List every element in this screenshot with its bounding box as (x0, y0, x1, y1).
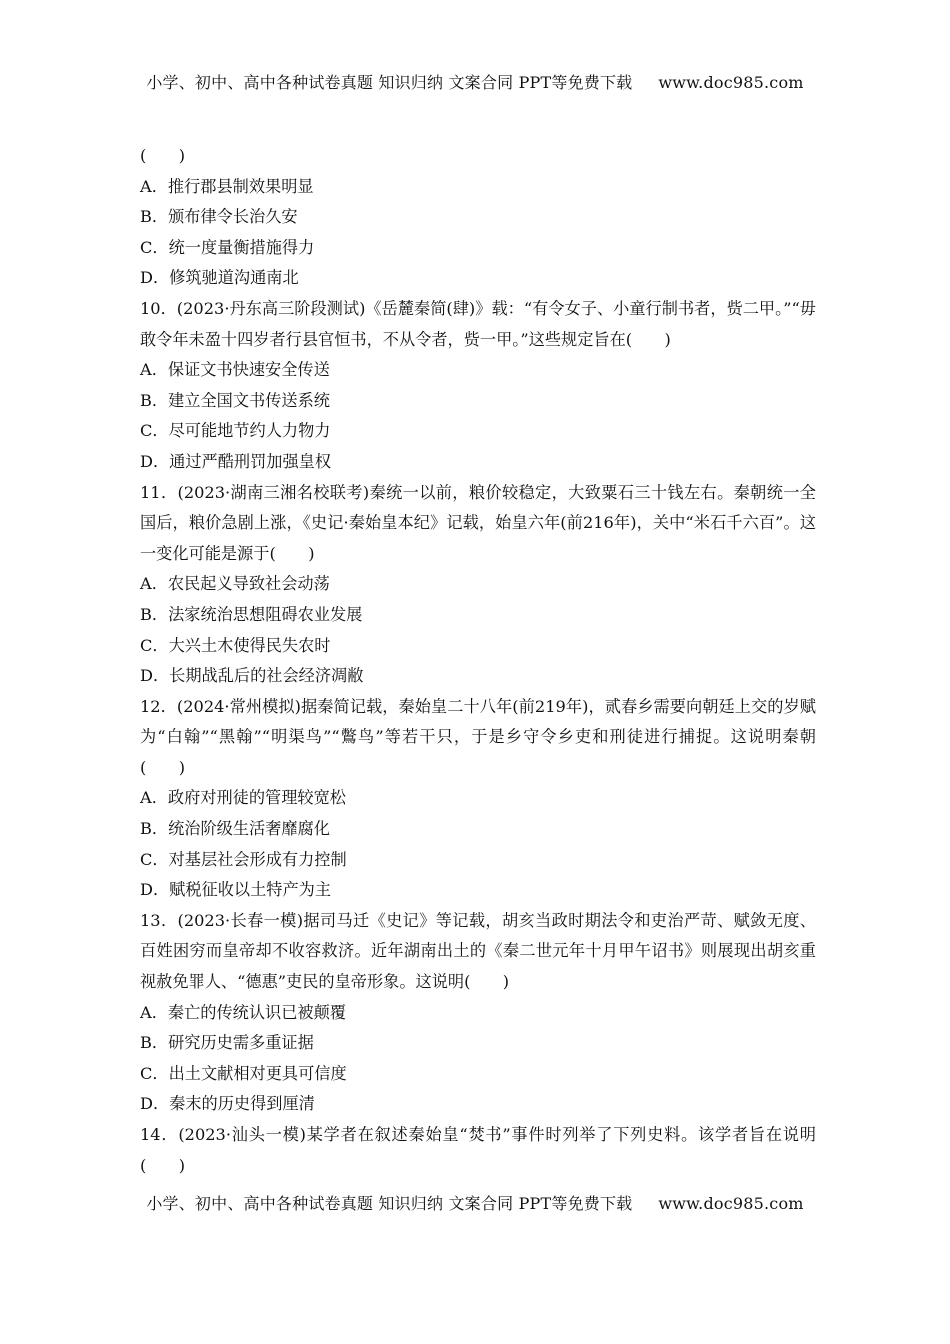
q9-option-b: B．颁布律令长治久安 (140, 207, 298, 227)
q12-option-a: A．政府对刑徒的管理较宽松 (140, 788, 346, 808)
q10-option-b: B．建立全国文书传送系统 (140, 390, 330, 410)
q9-answer-blank: ( ) (140, 146, 186, 165)
q11-option-c: C．大兴土木使得民失农时 (140, 635, 331, 655)
header-site: www.doc985.com (658, 73, 804, 92)
q12-option-d: D．赋税征收以土特产为主 (140, 880, 332, 900)
page-footer (0, 1191, 950, 1214)
q9-option-d: D．修筑驰道沟通南北 (140, 268, 299, 288)
q12-option-c: C．对基层社会形成有力控制 (140, 849, 347, 869)
q10-stem: 10．(2023·丹东高三阶段测试)《岳麓秦简(肆)》载：“有令女子、小童行制书者，赀二甲。”“毋敢令年未盈十四岁者行县官恒书，不从令者，赀一甲。”这些规定旨在( ) (140, 298, 816, 349)
q13-option-c: C．出土文献相对更具可信度 (140, 1063, 347, 1083)
q12-option-b: B．统治阶级生活奢靡腐化 (140, 819, 330, 839)
footer-site: www.doc985.com (658, 1194, 804, 1213)
q14-stem: 14．(2023·汕头一模)某学者在叙述秦始皇“焚书”事件时列举了下列史料。该学者旨在说明( ) (140, 1125, 816, 1175)
q9-option-c: C．统一度量衡措施得力 (140, 237, 315, 257)
q11-option-d: D．长期战乱后的社会经济凋敝 (140, 666, 364, 686)
q9-option-a: A．推行郡县制效果明显 (140, 176, 314, 196)
q10-option-c: C．尽可能地节约人力物力 (140, 421, 331, 441)
footer-text: 小学、初中、高中各种试卷真题 知识归纳 文案合同 PPT等免费下载 (146, 1194, 633, 1213)
q12-stem: 12．(2024·常州模拟)据秦简记载，秦始皇二十八年(前219年)，贰春乡需要向朝廷上交的岁赋为“白翰”“黑翰”“明渠鸟”“鷩鸟”等若干只，于是乡守令乡吏和刑徒进行捕捉。这说明秦朝( ) (140, 696, 816, 777)
q11-stem: 11．(2023·湖南三湘名校联考)秦统一以前，粮价较稳定，大致粟石三十钱左右。秦朝统一全国后，粮价急剧上涨，《史记·秦始皇本纪》记载，始皇六年(前216年)，关中“米石千六百”。这一变化可能是源于( ) (140, 482, 816, 563)
question-content (140, 141, 816, 1181)
q13-option-d: D．秦末的历史得到厘清 (140, 1094, 315, 1114)
q11-option-a: A．农民起义导致社会动荡 (140, 574, 330, 594)
page-header (0, 70, 950, 93)
header-text: 小学、初中、高中各种试卷真题 知识归纳 文案合同 PPT等免费下载 (146, 73, 633, 92)
q11-option-b: B．法家统治思想阻碍农业发展 (140, 604, 363, 624)
q13-option-b: B．研究历史需多重证据 (140, 1033, 314, 1053)
q10-option-a: A．保证文书快速安全传送 (140, 360, 330, 380)
q10-option-d: D．通过严酷刑罚加强皇权 (140, 451, 332, 471)
q13-option-a: A．秦亡的传统认识已被颠覆 (140, 1002, 346, 1022)
q13-stem: 13．(2023·长春一模)据司马迁《史记》等记载，胡亥当政时期法令和吏治严苛、赋敛无度、百姓困穷而皇帝却不收容救济。近年湖南出土的《秦二世元年十月甲午诏书》则展现出胡亥重视赦免罪人、“德惠”吏民的皇帝形象。这说明( ) (140, 910, 816, 992)
